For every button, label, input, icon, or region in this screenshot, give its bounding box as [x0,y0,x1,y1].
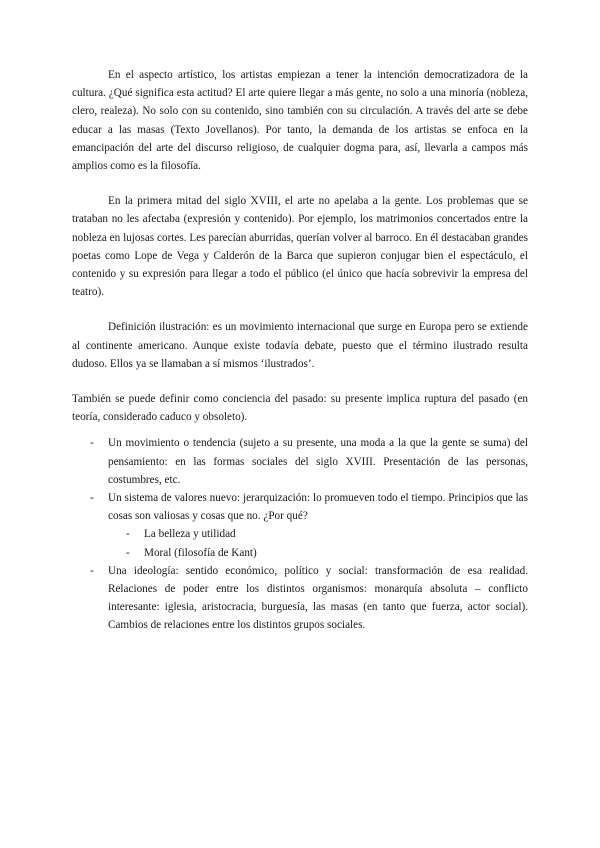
bullet-list [72,434,528,634]
bullet-dash: - [90,437,94,450]
paragraph-first-half-xviii: En la primera mitad del siglo XVIII, el arte no apelaba a la gente. Los problemas que se trataban no les afectaba (expresión y contenido). Por ejemplo, los matrimonios concertados entre la nobleza en lujosas cortes. Les parecían aburridas, querían volver al barroco. En él destacaban grandes poetas como Lope de Vega y Calderón de la Barca que supieron conjugar bien el espectáculo, el contenido y su expresión para llegar a todo el público (el único que hacía sobrevivir la empresa del teatro). [72,195,528,299]
list-item [72,562,528,635]
bullet-dash: - [90,564,94,577]
list-item [72,489,528,562]
sub-list-item-text: La belleza y utilidad [144,528,236,541]
sub-list-item-text: Moral (filosofía de Kant) [144,546,257,559]
paragraph-artistic-aspect: En el aspecto artístico, los artistas empiezan a tener la intención democratizadora de la cultura. ¿Qué significa esta actitud? El arte quiere llegar a más gente, no solo a una minoría (nobleza, clero, realeza). No solo con su contenido, sino también con su circulación. A través del arte se debe educar a las masas (Texto Jovellanos). Por tanto, la demanda de los artistas se enfoca en la emancipación del arte del discurso religioso, de cualquier dogma para, así, llevarla a campos más amplios como es la filosofía. [72,69,528,173]
bullet-dash: - [126,528,130,541]
bullet-dash: - [90,492,94,505]
sub-list [108,525,528,561]
paragraph-conciencia-pasado: También se puede definir como conciencia del pasado: su presente implica ruptura del pasado (en teoría, considerado caduco y obsoleto). [72,393,528,424]
list-item [72,434,528,489]
sub-list-item [108,525,528,543]
paragraph-definition-ilustracion: Definición ilustración: es un movimiento internacional que surge en Europa pero se extiende al continente americano. Aunque existe todavía debate, puesto que el término ilustrado resulta dudoso. Ellos ya se llamaban a sí mismos ‘ilustrados’. [72,321,528,370]
list-item-text: Un sistema de valores nuevo: jerarquización: lo promueven todo el tiempo. Principios que las cosas son valiosas y cosas que no. ¿Por qué? [108,492,528,523]
list-item-text: Un movimiento o tendencia (sujeto a su presente, una moda a la que la gente se suma) del pensamiento: en las formas sociales del siglo XVIII. Presentación de las personas, costumbres, etc. [108,437,528,486]
bullet-dash: - [126,546,130,559]
sub-list-item [108,544,528,562]
list-item-text: Una ideología: sentido económico, político y social: transformación de esa realidad. Relaciones de poder entre los distintos organismos: monarquía absoluta – conflicto interesante: iglesia, aristocracia, burguesía, las masas (en tanto que fuerza, actor social). Cambios de relaciones entre los distintos grupos sociales. [108,564,528,632]
